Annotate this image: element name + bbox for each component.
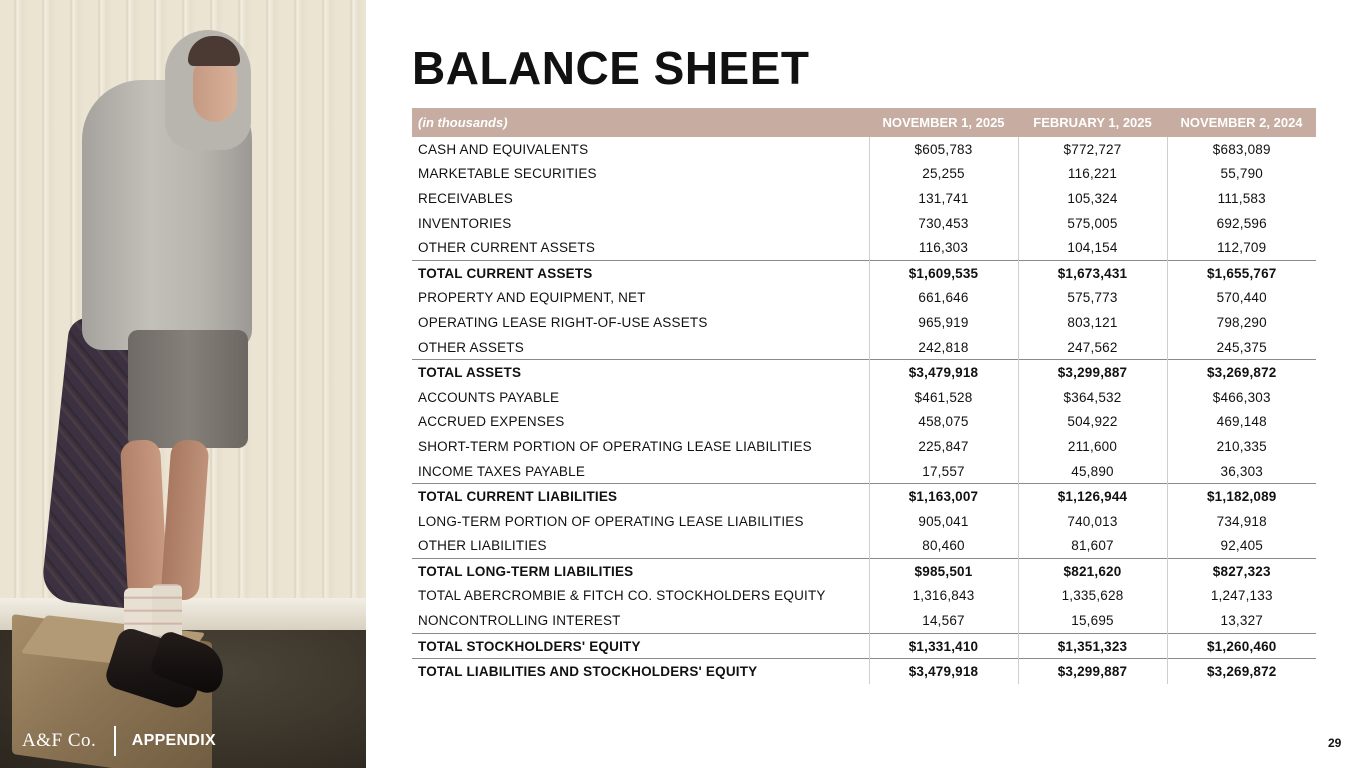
row-label: ACCOUNTS PAYABLE: [418, 389, 560, 405]
row-value: $1,673,431: [1018, 260, 1167, 285]
row-value: 111,583: [1167, 186, 1316, 211]
row-value: 734,918: [1167, 509, 1316, 534]
row-value: $1,609,535: [869, 260, 1018, 285]
table-row: [412, 310, 1316, 335]
row-value: $985,501: [869, 559, 1018, 584]
model-photo: [0, 0, 366, 768]
table-row: [412, 608, 1316, 633]
table-total-row: [412, 559, 1316, 584]
row-value: $1,351,323: [1018, 633, 1167, 659]
table-row: [412, 211, 1316, 236]
row-value: $3,299,887: [1018, 659, 1167, 684]
row-value: 1,247,133: [1167, 584, 1316, 609]
table-row: [412, 509, 1316, 534]
row-value: 14,567: [869, 608, 1018, 633]
left-leg: [120, 439, 168, 601]
brand-footer: [22, 726, 216, 756]
row-value: 504,922: [1018, 410, 1167, 435]
table-total-row: [412, 659, 1316, 684]
row-value: 36,303: [1167, 459, 1316, 484]
table-row: [412, 335, 1316, 360]
row-value: 575,773: [1018, 286, 1167, 311]
table-row: [412, 286, 1316, 311]
table-total-row: [412, 360, 1316, 385]
row-value: 116,303: [869, 235, 1018, 260]
row-value: 225,847: [869, 434, 1018, 459]
row-value: $605,783: [869, 137, 1018, 162]
column-header: FEBRUARY 1, 2025: [1018, 108, 1167, 137]
row-value: $3,479,918: [869, 360, 1018, 385]
row-value: 570,440: [1167, 286, 1316, 311]
row-label: OTHER ASSETS: [418, 339, 524, 355]
table-header-row: [412, 108, 1316, 137]
row-value: $1,655,767: [1167, 260, 1316, 285]
right-leg: [160, 439, 209, 601]
balance-sheet-table: [412, 108, 1316, 684]
row-value: 803,121: [1018, 310, 1167, 335]
row-label: TOTAL LONG-TERM LIABILITIES: [412, 559, 869, 584]
row-value: 740,013: [1018, 509, 1167, 534]
row-label: OTHER LIABILITIES: [418, 538, 547, 554]
row-value: $1,126,944: [1018, 484, 1167, 509]
row-value: 575,005: [1018, 211, 1167, 236]
table-row: [412, 137, 1316, 162]
row-label: ACCRUED EXPENSES: [418, 414, 565, 430]
table-total-row: [412, 260, 1316, 285]
row-value: $364,532: [1018, 385, 1167, 410]
row-value: 13,327: [1167, 608, 1316, 633]
row-value: 210,335: [1167, 434, 1316, 459]
column-header: NOVEMBER 2, 2024: [1167, 108, 1316, 137]
table-row: [412, 385, 1316, 410]
row-value: 242,818: [869, 335, 1018, 360]
unit-label: (in thousands): [412, 108, 869, 137]
row-value: 116,221: [1018, 162, 1167, 187]
brand-logo: A&F Co.: [22, 730, 97, 751]
table-row: [412, 410, 1316, 435]
row-label: SHORT-TERM PORTION OF OPERATING LEASE LIABILITIES: [418, 438, 812, 454]
row-label: CASH AND EQUIVALENTS: [418, 141, 589, 157]
row-value: 55,790: [1167, 162, 1316, 187]
row-label: PROPERTY AND EQUIPMENT, NET: [418, 290, 646, 306]
row-value: 905,041: [869, 509, 1018, 534]
row-value: 247,562: [1018, 335, 1167, 360]
row-label: RECEIVABLES: [418, 190, 513, 206]
row-value: 81,607: [1018, 534, 1167, 559]
row-label: TOTAL STOCKHOLDERS' EQUITY: [412, 633, 869, 659]
row-label: TOTAL CURRENT ASSETS: [412, 260, 869, 285]
row-value: 92,405: [1167, 534, 1316, 559]
row-value: 104,154: [1018, 235, 1167, 260]
row-label: TOTAL ABERCROMBIE & FITCH CO. STOCKHOLDERS EQUITY: [418, 588, 826, 604]
row-value: 458,075: [869, 410, 1018, 435]
row-label: INCOME TAXES PAYABLE: [418, 463, 586, 479]
row-label: OTHER CURRENT ASSETS: [418, 240, 596, 256]
table-row: [412, 162, 1316, 187]
row-value: $1,163,007: [869, 484, 1018, 509]
table-row: [412, 534, 1316, 559]
page-title: BALANCE SHEET: [412, 42, 810, 94]
table-total-row: [412, 484, 1316, 509]
row-value: $772,727: [1018, 137, 1167, 162]
row-value: 131,741: [869, 186, 1018, 211]
row-value: $1,260,460: [1167, 633, 1316, 659]
row-value: 245,375: [1167, 335, 1316, 360]
table-row: [412, 459, 1316, 484]
row-value: 15,695: [1018, 608, 1167, 633]
row-value: $3,269,872: [1167, 360, 1316, 385]
row-value: 105,324: [1018, 186, 1167, 211]
row-value: $1,182,089: [1167, 484, 1316, 509]
page-number: 29: [1328, 736, 1342, 750]
row-value: $461,528: [869, 385, 1018, 410]
row-value: 692,596: [1167, 211, 1316, 236]
row-value: $3,479,918: [869, 659, 1018, 684]
row-value: 211,600: [1018, 434, 1167, 459]
row-value: 730,453: [869, 211, 1018, 236]
column-header: NOVEMBER 1, 2025: [869, 108, 1018, 137]
row-value: 25,255: [869, 162, 1018, 187]
row-label: OPERATING LEASE RIGHT-OF-USE ASSETS: [418, 314, 708, 330]
row-value: $466,303: [1167, 385, 1316, 410]
row-value: 112,709: [1167, 235, 1316, 260]
row-value: 661,646: [869, 286, 1018, 311]
grey-shorts: [128, 330, 248, 448]
row-value: 965,919: [869, 310, 1018, 335]
row-value: $3,269,872: [1167, 659, 1316, 684]
row-label: TOTAL CURRENT LIABILITIES: [412, 484, 869, 509]
row-value: 45,890: [1018, 459, 1167, 484]
row-value: 798,290: [1167, 310, 1316, 335]
row-value: 1,316,843: [869, 584, 1018, 609]
row-label: TOTAL LIABILITIES AND STOCKHOLDERS' EQUITY: [412, 659, 869, 684]
table-row: [412, 235, 1316, 260]
row-label: TOTAL ASSETS: [412, 360, 869, 385]
row-value: $3,299,887: [1018, 360, 1167, 385]
table-body: [412, 137, 1316, 684]
row-value: 17,557: [869, 459, 1018, 484]
row-value: $821,620: [1018, 559, 1167, 584]
row-label: INVENTORIES: [418, 215, 512, 231]
model-face: [193, 58, 237, 122]
section-label: APPENDIX: [131, 732, 216, 749]
row-value: 1,335,628: [1018, 584, 1167, 609]
row-label: NONCONTROLLING INTEREST: [418, 613, 621, 629]
row-label: LONG-TERM PORTION OF OPERATING LEASE LIABILITIES: [418, 513, 804, 529]
row-value: 469,148: [1167, 410, 1316, 435]
brand-divider: [114, 726, 116, 756]
row-value: $827,323: [1167, 559, 1316, 584]
row-value: $683,089: [1167, 137, 1316, 162]
row-label: MARKETABLE SECURITIES: [418, 166, 597, 182]
row-value: $1,331,410: [869, 633, 1018, 659]
table-row: [412, 434, 1316, 459]
row-value: 80,460: [869, 534, 1018, 559]
table-row: [412, 584, 1316, 609]
table-row: [412, 186, 1316, 211]
table-total-row: [412, 633, 1316, 659]
